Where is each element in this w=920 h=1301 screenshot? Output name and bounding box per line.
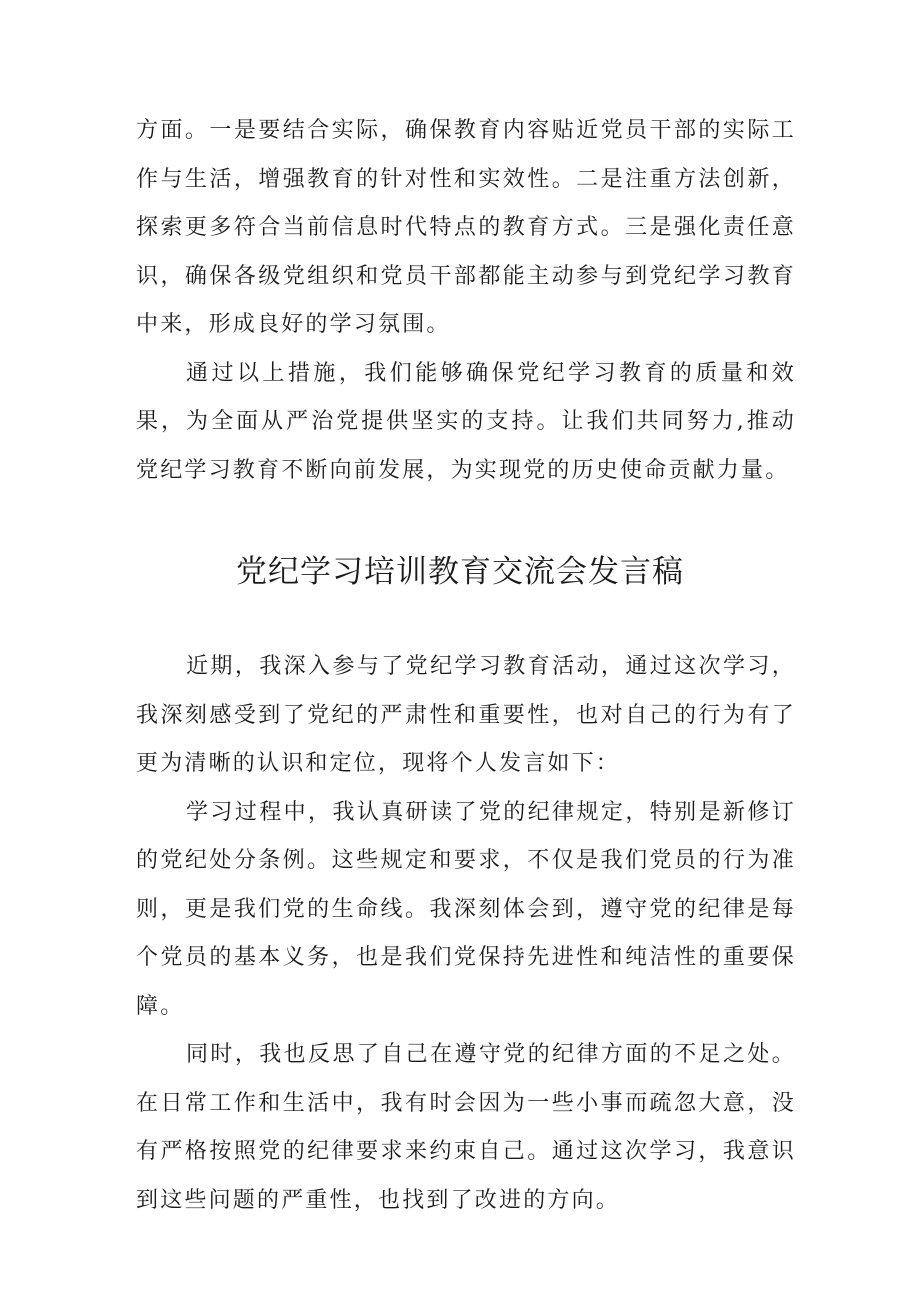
article-paragraph-2: 学习过程中，我认真研读了党的纪律规定，特别是新修订的党纪处分条例。这些规定和要求，不仅是我们党员的行为准则，更是我们党的生命线。我深刻体会到，遵守党的纪律是每个党员的基本义务，也是我们党保持先进性和纯洁性的重要保障。 (136, 799, 796, 1019)
intro-paragraph-2: 通过以上措施，我们能够确保党纪学习教育的质量和效果，为全面从严治党提供坚实的支持。让我们共同努力,推动党纪学习教育不断向前发展，为实现党的历史使命贡献力量。 (136, 360, 796, 483)
article-body (136, 643, 796, 1225)
intro-paragraph-1: 方面。一是要结合实际，确保教育内容贴近党员干部的实际工作与生活，增强教育的针对性和实效性。二是注重方法创新，探索更多符合当前信息时代特点的教育方式。三是强化责任意识，确保各级党组织和党员干部都能主动参与到党纪学习教育中来，形成良好的学习氛围。 (136, 118, 796, 337)
intro-section (136, 107, 796, 495)
article-paragraph-1: 近期，我深入参与了党纪学习教育活动，通过这次学习，我深刻感受到了党纪的严肃性和重要性，也对自己的行为有了更为清晰的认识和定位，现将个人发言如下： (136, 654, 796, 776)
article-paragraph-3: 同时，我也反思了自己在遵守党的纪律方面的不足之处。在日常工作和生活中，我有时会因为一些小事而疏忽大意，没有严格按照党的纪律要求来约束自己。通过这次学习，我意识到这些问题的严重性，也找到了改进的方向。 (136, 1042, 796, 1213)
article-title: 党纪学习培训教育交流会发言稿 (236, 554, 684, 590)
